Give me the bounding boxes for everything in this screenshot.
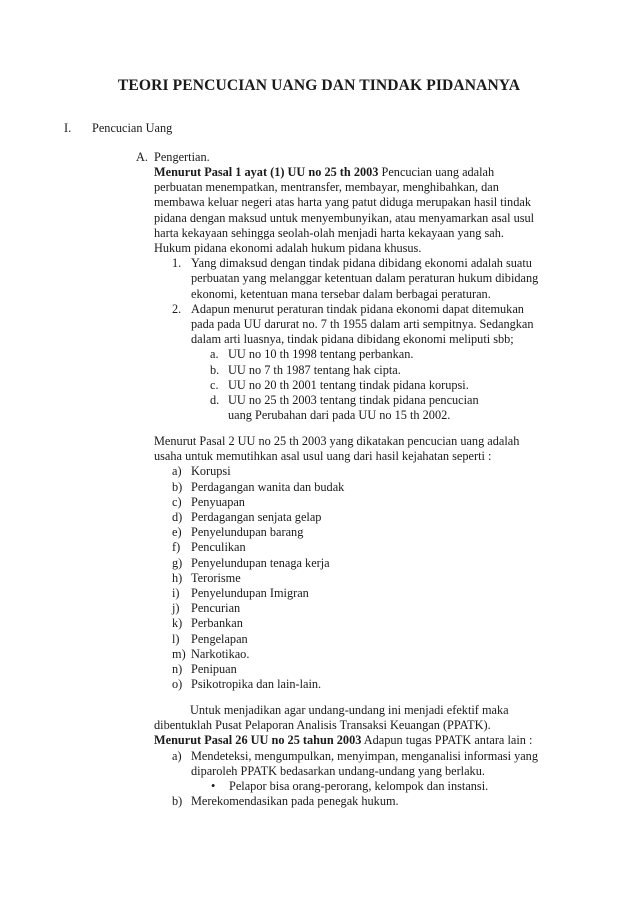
list-item: h) Terorisme bbox=[172, 570, 241, 585]
list-item: g) Penyelundupan tenaga kerja bbox=[172, 555, 330, 570]
list-item: e) Penyelundupan barang bbox=[172, 525, 304, 540]
list-item: d. UU no 25 th 2003 tentang tindak pidana pencucian uang Perubahan dari pada UU no 15 th 2002. bbox=[210, 393, 479, 423]
list-marker: d. bbox=[210, 393, 220, 408]
para1-bold: Menurut Pasal 1 ayat (1) UU no 25 th 2003 bbox=[154, 165, 379, 179]
para1-line: Menurut Pasal 1 ayat (1) UU no 25 th 2003 Pencucian uang adalah bbox=[154, 165, 495, 179]
pasal2-block bbox=[154, 434, 574, 692]
list-marker: a) bbox=[172, 748, 182, 763]
subsection-text: Pengertian. bbox=[154, 150, 210, 164]
para3-line: Untuk menjadikan agar undang-undang ini menjadi efektif maka bbox=[190, 703, 509, 717]
numbered-list bbox=[172, 256, 574, 423]
list-item: b) Merekomendasikan pada penegak hukum. bbox=[172, 794, 399, 809]
list-item: b) Perdagangan wanita dan budak bbox=[172, 479, 345, 494]
law-list bbox=[210, 347, 574, 423]
para1-line: pidana dengan maksud untuk menyembunyikan, atau menyamarkan asal usul bbox=[154, 210, 535, 225]
para2-line: Menurut Pasal 2 UU no 25 th 2003 yang dikatakan pencucian uang adalah bbox=[154, 434, 520, 448]
ppatk-block bbox=[154, 703, 574, 809]
list-item: a) Mendeteksi, mengumpulkan, menyimpan, menganalisi informasi yang diparoleh PPATK bedasarkan undang-undang yang berlaku. • Pelapor bisa orang-perorang, kelompok dan instansi. bbox=[172, 749, 574, 795]
para2-line: usaha untuk memutihkan asal usul uang dari hasil kejahatan seperti : bbox=[154, 449, 492, 464]
para1-line: Hukum pidana ekonomi adalah hukum pidana khusus. bbox=[154, 241, 422, 256]
list-item: n) Penipuan bbox=[172, 662, 237, 677]
list-item: d) Perdagangan senjata gelap bbox=[172, 510, 322, 525]
list-marker: 1. bbox=[172, 256, 182, 271]
list-item: 1. Yang dimaksud dengan tindak pidana dibidang ekonomi adalah suatu perbuatan yang melanggar ketentuan dalam peraturan hukum dibidang ekonomi, ketentuan mana tersebar dalam berbagai peraturan. bbox=[172, 256, 539, 301]
list-item: c. UU no 20 th 2001 tentang tindak pidana korupsi. bbox=[210, 377, 469, 392]
subsection-label: A. bbox=[136, 150, 148, 164]
list-marker: b. bbox=[210, 362, 220, 377]
list-item: l) Pengelapan bbox=[172, 631, 248, 646]
list-item: k) Perbankan bbox=[172, 616, 243, 631]
para4-bold: Menurut Pasal 26 UU no 25 tahun 2003 bbox=[154, 733, 362, 748]
list-item: i) Penyelundupan Imigran bbox=[172, 586, 309, 601]
list-item: c) Penyuapan bbox=[172, 494, 245, 509]
list-item: a) Korupsi bbox=[172, 464, 231, 479]
list-item: o) Psikotropika dan lain-lain. bbox=[172, 677, 322, 692]
list-marker: 2. bbox=[172, 301, 182, 316]
para4-line: Menurut Pasal 26 UU no 25 tahun 2003 Adapun tugas PPATK antara lain : bbox=[154, 733, 533, 748]
list-item: j) Pencurian bbox=[172, 601, 241, 616]
list-item: m) Narkotikao. bbox=[172, 646, 250, 661]
para1-line: harta kekayaan sehingga seolah-olah menjadi harta kekayaan yang sah. bbox=[154, 225, 504, 240]
list-marker: c. bbox=[210, 377, 219, 392]
section-heading bbox=[64, 121, 173, 136]
para1-line: membawa keluar negeri atas harta yang patut diduga merupakan hasil tindak bbox=[154, 195, 531, 210]
crimes-list bbox=[172, 464, 574, 692]
list-item: b. UU no 7 th 1987 tentang hak cipta. bbox=[210, 362, 401, 377]
tasks-list bbox=[172, 749, 574, 810]
para3-line: dibentuklah Pusat Pelaporan Analisis Transaksi Keuangan (PPATK). bbox=[154, 718, 491, 733]
list-marker: b) bbox=[172, 794, 183, 809]
list-marker: a. bbox=[210, 347, 219, 362]
list-item: a. UU no 10 th 1998 tentang perbankan. bbox=[210, 347, 414, 362]
bullet-item: • Pelapor bisa orang-perorang, kelompok dan instansi. bbox=[211, 779, 489, 794]
document-title: TEORI PENCUCIAN UANG DAN TINDAK PIDANANYA bbox=[117, 77, 521, 94]
list-item: f) Penculikan bbox=[172, 540, 246, 555]
para1-line: perbuatan menempatkan, mentransfer, membayar, menghibahkan, dan bbox=[154, 180, 499, 195]
bullet-icon: • bbox=[211, 779, 216, 794]
definition-block bbox=[154, 165, 574, 423]
section-label: Pencucian Uang bbox=[92, 121, 173, 135]
section-number: I. bbox=[64, 121, 72, 135]
list-item: 2. Adapun menurut peraturan tindak pidana ekonomi dapat ditemukan pada pada UU darurat no. 7 th 1955 dalam arti sempitnya. Sedangkan dalam arti luasnya, tindak pidana dibidang ekonomi meliputi sbb; a. UU no 10 th 1998 tentang perbankan. b. UU no 7 th 1987 tentang hak cipta. c. UU no 20 th 2001 tentang tindak pidana korupsi. d. UU no 25 th 2003 tentang tindak pidana pencucian uang Perubahan dari pada UU no 15 th 2002. bbox=[172, 302, 574, 424]
